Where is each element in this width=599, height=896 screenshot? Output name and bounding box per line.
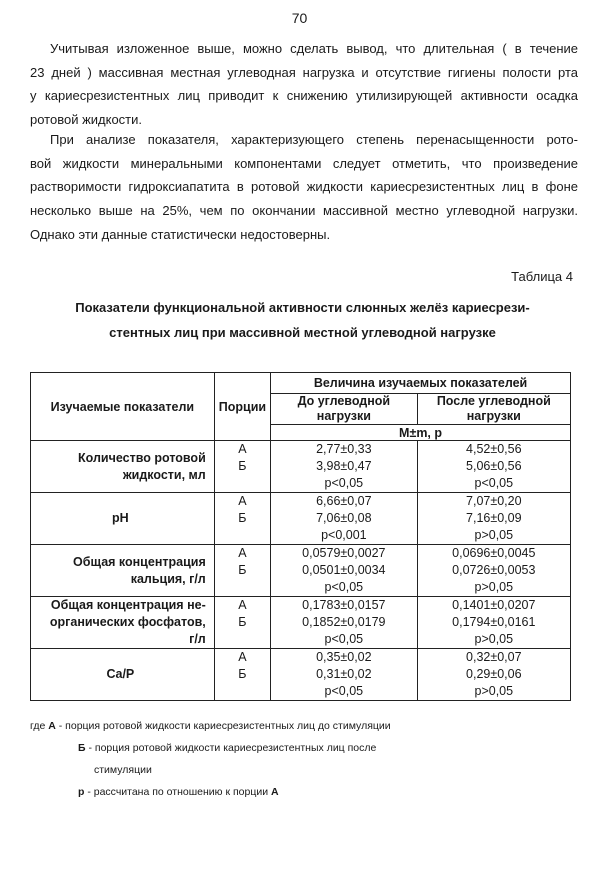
- row-portions: А Б: [214, 545, 270, 597]
- paragraph-line: растворимости гидроксиапатита в ротовой жидкости кариесрезистентных лиц в фоне: [30, 179, 578, 195]
- table-row: [31, 597, 571, 649]
- table-title-line: стентных лиц при массивной местной углеводной нагрузке: [109, 325, 496, 340]
- paragraph-line: ротовой жидкости.: [30, 112, 143, 128]
- paragraph-2: [30, 128, 578, 247]
- row-after: 0,0696±0,0045 0,0726±0,0053 p>0,05: [417, 545, 570, 597]
- table-row: [31, 545, 571, 597]
- row-portions: А Б: [214, 597, 270, 649]
- table-label: Таблица 4: [511, 269, 573, 284]
- row-portions: А Б: [214, 441, 270, 493]
- footnote-b-continuation: стимуляции: [94, 764, 152, 776]
- row-portions: А Б: [214, 493, 270, 545]
- paragraph-line: Однако эти данные статистически недостоверны.: [30, 226, 331, 242]
- row-after: 4,52±0,56 5,06±0,56 p<0,05: [417, 441, 570, 493]
- paragraph-line: у кариесрезистентных лиц приводит к снижению утилизирующей активности осадка: [30, 88, 578, 104]
- header-before: До углеводной нагрузки: [271, 394, 418, 425]
- data-table: [30, 372, 571, 701]
- footnote-a: где А - порция ротовой жидкости кариесрезистентных лиц до стимуляции: [30, 720, 391, 732]
- header-indicators: Изучаемые показатели: [31, 373, 215, 441]
- header-after: После углеводной нагрузки: [417, 394, 570, 425]
- stat-label: M±m, p: [271, 425, 571, 441]
- row-name: Ca/P: [31, 649, 215, 701]
- header-values-group: Величина изучаемых показателей: [271, 373, 571, 394]
- row-after: 0,1401±0,0207 0,1794±0,0161 p>0,05: [417, 597, 570, 649]
- footnote-p: р - рассчитана по отношению к порции А: [78, 786, 279, 798]
- row-name: Общая концентрация кальция, г/л: [31, 545, 215, 597]
- paragraph-line: 23 дней ) массивная местная углеводная нагрузка и отсутствие гигиены полости рта: [30, 64, 578, 80]
- paragraph-line: При анализе показателя, характеризующего степень перенасыщенности рото-: [50, 132, 578, 147]
- table-row: [31, 493, 571, 545]
- table-title: [60, 295, 545, 345]
- row-portions: А Б: [214, 649, 270, 701]
- row-before: 0,0579±0,0027 0,0501±0,0034 p<0,05: [271, 545, 418, 597]
- page-number: 70: [291, 10, 308, 26]
- row-before: 6,66±0,07 7,06±0,08 p<0,001: [271, 493, 418, 545]
- row-name: Количество ротовой жидкости, мл: [31, 441, 215, 493]
- row-before: 0,35±0,02 0,31±0,02 p<0,05: [271, 649, 418, 701]
- table-row: [31, 441, 571, 493]
- footnote-b: Б - порция ротовой жидкости кариесрезистентных лиц после: [78, 742, 377, 754]
- paragraph-line: несколько выше на 25%, чем по окончании массивной местно углеводной нагрузки.: [30, 203, 578, 219]
- paragraph-line: вой жидкости минеральными компонентами следует отметить, что произведение: [30, 155, 578, 171]
- paragraph-line: Учитывая изложенное выше, можно сделать вывод, что длительная ( в течение: [50, 41, 578, 56]
- row-name: Общая концентрация не- органических фосфатов, г/л: [31, 597, 215, 649]
- paragraph-1: [30, 37, 578, 132]
- row-after: 0,32±0,07 0,29±0,06 p>0,05: [417, 649, 570, 701]
- row-name: pH: [31, 493, 215, 545]
- row-before: 2,77±0,33 3,98±0,47 p<0,05: [271, 441, 418, 493]
- row-after: 7,07±0,20 7,16±0,09 p>0,05: [417, 493, 570, 545]
- table-title-line: Показатели функциональной активности слюнных желёз кариесрези-: [75, 300, 530, 315]
- row-before: 0,1783±0,0157 0,1852±0,0179 p<0,05: [271, 597, 418, 649]
- footnotes: [30, 715, 391, 803]
- header-portions: Порции: [214, 373, 270, 441]
- table-row: [31, 649, 571, 701]
